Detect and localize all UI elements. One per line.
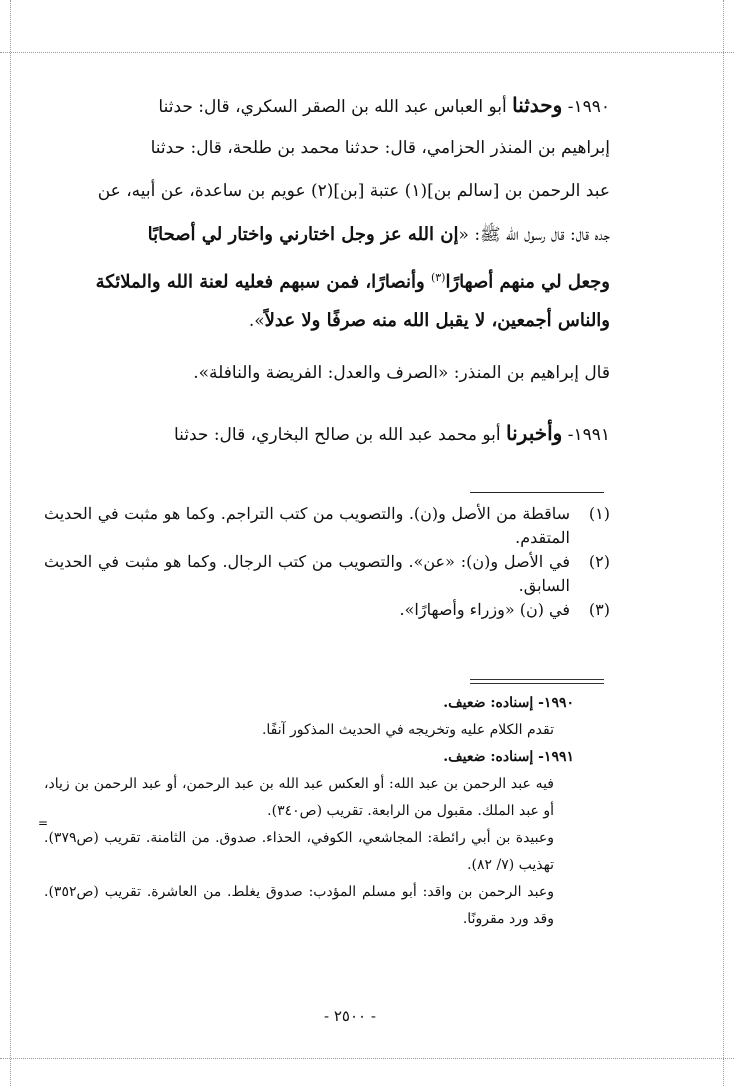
matn-intro: جده قال: قال رسول الله ﷺ: « xyxy=(458,225,610,245)
matn-text: وأنصارًا، فمن سبهم فعليه لعنة الله والملائكة xyxy=(95,271,431,293)
hadith-1991-line-1 xyxy=(44,412,610,455)
matn-text: والناس أجمعين، لا يقبل الله منه صرفًا ولا عدلاً xyxy=(264,310,610,331)
hadith-1990-line-5 xyxy=(44,256,610,299)
narrator-note-1: فيه عبد الرحمن بن عبد الله: أو العكس عبد الله بن عبد الرحمن، أو عبد الرحمن بن زياد، أو عبد الملك. مقبول من الرابعة. تقريب (ص٣٤٠). xyxy=(44,776,554,819)
quote-close: ». xyxy=(248,311,265,331)
main-text xyxy=(44,84,610,342)
footnote-2 xyxy=(44,550,610,598)
grading-1991: ١٩٩١- إسناده: ضعيف. xyxy=(443,749,574,765)
matn-text: إن الله عز وجل اختارني واختار لي أصحابًا xyxy=(147,224,459,245)
narrator-note-2: وعبيدة بن أبي رائطة: المجاشعي، الكوفي، الحذاء. صدوق. من الثامنة. تقريب (ص٣٧٩). تهذيب (٧/ ٨٢). xyxy=(44,830,554,873)
footnote-text: في الأصل و(ن): «عن». والتصويب من كتب الرجال. وكما هو مثبت في الحديث السابق. xyxy=(44,552,570,595)
footnote-1 xyxy=(44,502,610,550)
narration-lead: وأخبرنا xyxy=(506,421,563,445)
hadith-1990-line-2: إبراهيم بن المنذر الحزامي، قال: حدثنا محمد بن طلحة، قال: حدثنا xyxy=(150,138,610,158)
margin-guide-bottom xyxy=(0,1058,734,1059)
hadith-1990-line-6 xyxy=(44,299,610,342)
narrator-note-3: وعبد الرحمن بن واقد: أبو مسلم المؤدب: صدوق يغلط. من العاشرة. تقريب (ص٣٥٢). وقد ورد مقرونًا. xyxy=(44,884,554,927)
footnote-separator xyxy=(470,492,604,493)
narration-lead: وحدثنا xyxy=(512,93,563,117)
isnad-text: أبو العباس عبد الله بن الصقر السكري، قال: حدثنا xyxy=(158,97,507,117)
margin-guide-top xyxy=(0,52,734,53)
hadith-number: ١٩٩٠- xyxy=(567,97,610,117)
footnote-number: (١) xyxy=(588,504,610,523)
hadith-1990-line-1 xyxy=(44,84,610,127)
hadith-1990-line-3: عبد الرحمن بن [سالم بن](١) عتبة [بن](٢) عويم بن ساعدة، عن أبيه، عن xyxy=(97,181,610,201)
grading-1990-note: تقدم الكلام عليه وتخريجه في الحديث المذكور آنفًا. xyxy=(261,722,554,738)
grading-1990: ١٩٩٠- إسناده: ضعيف. xyxy=(443,695,574,711)
page-number: - ٢٥٠٠ - xyxy=(324,1007,376,1025)
footnote-number: (٢) xyxy=(588,552,610,571)
ibrahim-comment: قال إبراهيم بن المنذر: «الصرف والعدل: الفريضة والنافلة». xyxy=(193,363,610,383)
matn-text: وجعل لي منهم أصهارًا xyxy=(445,271,610,293)
footnote-ref: (٣) xyxy=(430,271,446,284)
isnad-text: أبو محمد عبد الله بن صالح البخاري، قال: حدثنا xyxy=(173,425,501,445)
margin-guide-left xyxy=(10,0,11,1086)
margin-guide-right xyxy=(723,0,724,1086)
footnotes xyxy=(44,502,610,622)
hadith-number: ١٩٩١- xyxy=(567,425,610,445)
footnote-3 xyxy=(44,598,610,622)
continuation-mark: = xyxy=(38,816,49,830)
footnote-text: في (ن) «وزراء وأصهارًا». xyxy=(399,600,570,619)
footnote-number: (٣) xyxy=(588,600,610,619)
annotation-separator xyxy=(470,679,604,687)
annotations xyxy=(44,690,574,933)
hadith-1991 xyxy=(44,412,610,455)
commentary-line xyxy=(44,352,610,395)
footnote-text: ساقطة من الأصل و(ن). والتصويب من كتب التراجم. وكما هو مثبت في الحديث المتقدم. xyxy=(44,504,570,547)
hadith-1990-line-4 xyxy=(44,213,610,256)
